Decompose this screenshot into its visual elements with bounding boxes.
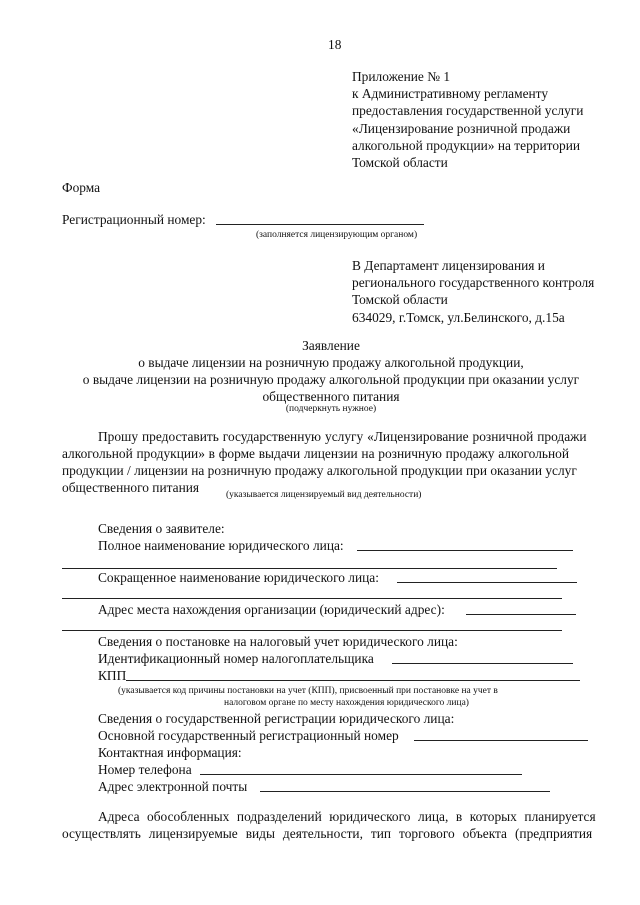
page-number: 18 bbox=[328, 37, 342, 52]
addressee-line: 634029, г.Томск, ул.Белинского, д.15а bbox=[352, 309, 565, 325]
addressee-line: регионального государственного контроля bbox=[352, 275, 595, 291]
title-line: общественного питания bbox=[262, 389, 400, 404]
addressee-line: В Департамент лицензирования и bbox=[352, 258, 545, 273]
legal-address-field[interactable] bbox=[466, 614, 576, 615]
full-name-field[interactable] bbox=[357, 550, 573, 551]
title-line: о выдаче лицензии на розничную продажу алкогольной продукции, bbox=[138, 355, 524, 370]
appendix-block bbox=[352, 68, 583, 171]
kpp-label: КПП bbox=[98, 668, 127, 683]
inn-label: Идентификационный номер налогоплательщика bbox=[98, 651, 374, 666]
short-name-label: Сокращенное наименование юридического лица: bbox=[98, 570, 379, 585]
phone-label: Номер телефона bbox=[98, 762, 192, 777]
form-label: Форма bbox=[62, 180, 101, 195]
full-name-label: Полное наименование юридического лица: bbox=[98, 538, 344, 553]
ogrn-field[interactable] bbox=[414, 740, 588, 741]
request-line: алкогольной продукции» в форме выдачи лицензии на розничную продажу алкогольной bbox=[62, 446, 570, 461]
appendix-line: к Административному регламенту bbox=[352, 86, 549, 102]
branches-line: Адреса обособленных подразделений юридического лица, в которых планируется bbox=[98, 809, 596, 824]
legal-address-label: Адрес места нахождения организации (юридический адрес): bbox=[98, 602, 445, 617]
legal-address-field-continuation[interactable] bbox=[62, 630, 562, 631]
appendix-line: Приложение № 1 bbox=[352, 69, 451, 84]
short-name-field-continuation[interactable] bbox=[62, 598, 562, 599]
applicant-heading: Сведения о заявителе: bbox=[98, 521, 225, 536]
addressee-block bbox=[352, 257, 594, 326]
registration-number-field[interactable] bbox=[216, 224, 424, 225]
state-registration-heading: Сведения о государственной регистрации юридического лица: bbox=[98, 711, 455, 726]
kpp-note-line: налоговом органе по месту нахождения юридического лица) bbox=[224, 698, 469, 708]
registration-number-note: (заполняется лицензирующим органом) bbox=[256, 230, 418, 240]
email-label: Адрес электронной почты bbox=[98, 779, 248, 794]
appendix-line: алкогольной продукции» на территории bbox=[352, 137, 581, 153]
request-line: общественного питания bbox=[62, 480, 200, 495]
title-line: о выдаче лицензии на розничную продажу алкогольной продукции при оказании услуг bbox=[82, 372, 580, 387]
document-heading: Заявление bbox=[302, 338, 360, 353]
phone-field[interactable] bbox=[200, 774, 522, 775]
request-line: Прошу предоставить государственную услугу «Лицензирование розничной продажи bbox=[98, 429, 587, 444]
appendix-line: Томской области bbox=[352, 155, 448, 171]
request-line: продукции / лицензии на розничную продажу алкогольной продукции при оказании услуг bbox=[62, 463, 577, 478]
kpp-field[interactable] bbox=[126, 680, 580, 681]
contact-heading: Контактная информация: bbox=[98, 745, 242, 760]
title-note: (подчеркнуть нужное) bbox=[285, 404, 377, 414]
short-name-field[interactable] bbox=[397, 582, 577, 583]
kpp-note-line: (указывается код причины постановки на учет (КПП), присвоенный при постановке на учет в bbox=[118, 686, 498, 696]
email-field[interactable] bbox=[260, 791, 550, 792]
branches-line: осуществлять лицензируемые виды деятельности, тип торгового объекта (предприятия bbox=[62, 826, 593, 841]
tax-registration-heading: Сведения о постановке на налоговый учет юридического лица: bbox=[98, 634, 458, 649]
ogrn-label: Основной государственный регистрационный номер bbox=[98, 728, 399, 743]
addressee-line: Томской области bbox=[352, 292, 448, 308]
full-name-field-continuation[interactable] bbox=[62, 568, 557, 569]
appendix-line: предоставления государственной услуги bbox=[352, 103, 584, 119]
inn-field[interactable] bbox=[392, 663, 573, 664]
request-note: (указывается лицензируемый вид деятельности) bbox=[226, 490, 422, 500]
registration-number-label: Регистрационный номер: bbox=[62, 212, 206, 227]
appendix-line: «Лицензирование розничной продажи bbox=[352, 120, 571, 136]
